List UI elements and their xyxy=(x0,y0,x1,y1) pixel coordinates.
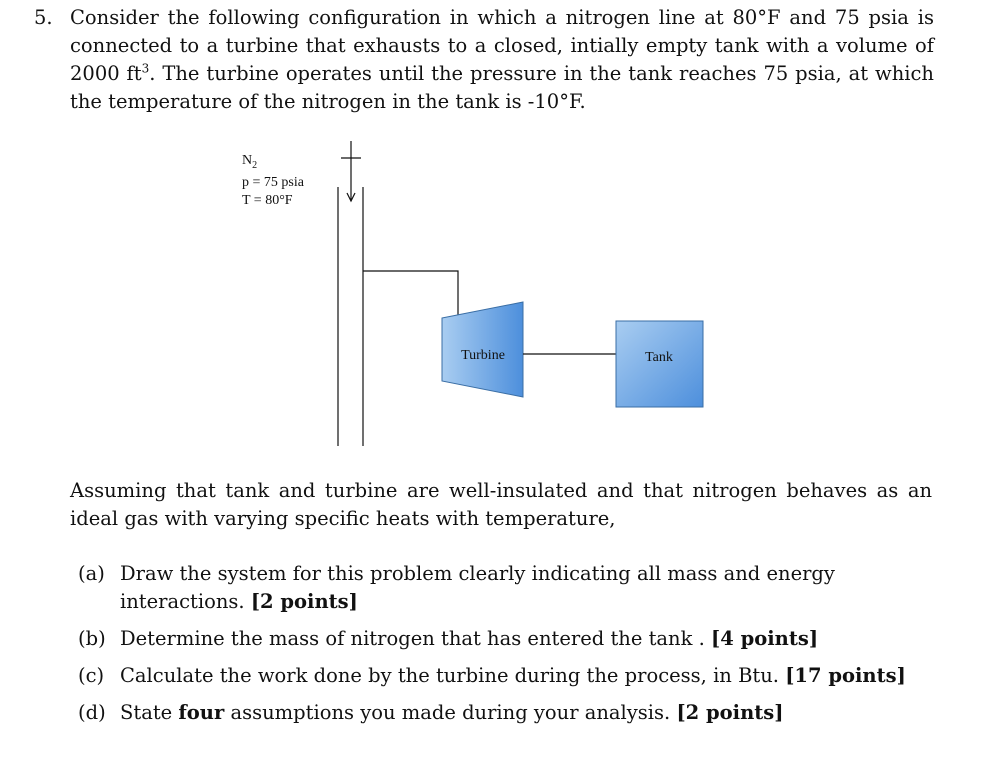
part-label: (d) xyxy=(78,701,106,724)
turbine-label: Turbine xyxy=(461,348,505,363)
question-part-b: (b) Determine the mass of nitrogen that has entered the tank . [4 points] xyxy=(78,625,938,653)
points-marker: [2 points] xyxy=(676,701,784,724)
problem-number: 5. xyxy=(34,6,53,29)
inlet-pressure-label: p = 75 psia xyxy=(242,175,304,190)
question-part-a: (a) Draw the system for this problem clearly indicating all mass and energy interactions. [2 points] xyxy=(78,562,835,613)
question-part-d: (d) State four assumptions you made during your analysis. [2 points] xyxy=(78,699,938,727)
inlet-gas-label: $N_2$ xyxy=(242,153,258,171)
question-part-c: (c) Calculate the work done by the turbine during the process, in Btu. [17 points] xyxy=(78,662,938,690)
part-label: (a) xyxy=(78,562,105,585)
question-parts xyxy=(78,560,938,736)
flow-arrow xyxy=(341,141,361,201)
assumption-text: Assuming that tank and turbine are well-insulated and that nitrogen behaves as an ideal gas with varying specific heats with temperature, xyxy=(70,479,932,530)
inlet-temperature-label: T = 80°F xyxy=(242,193,293,208)
part-label: (c) xyxy=(78,664,105,687)
supply-line xyxy=(338,187,363,446)
part-label: (b) xyxy=(78,627,106,650)
tank-label: Tank xyxy=(645,350,673,365)
statement-part-2: . The turbine operates until the pressure in the tank reaches 75 psia, at which the temperature of the nitrogen in the tank is -10°F. xyxy=(70,62,934,113)
branch-line xyxy=(363,271,458,318)
statement-part-1: Consider the following configuration in which a nitrogen line at 80°F and 75 psia is connected to a turbine that exhausts to a closed, intially empty tank with a volume of 2000 ft xyxy=(70,6,934,85)
volume-exponent: 3 xyxy=(141,61,150,76)
